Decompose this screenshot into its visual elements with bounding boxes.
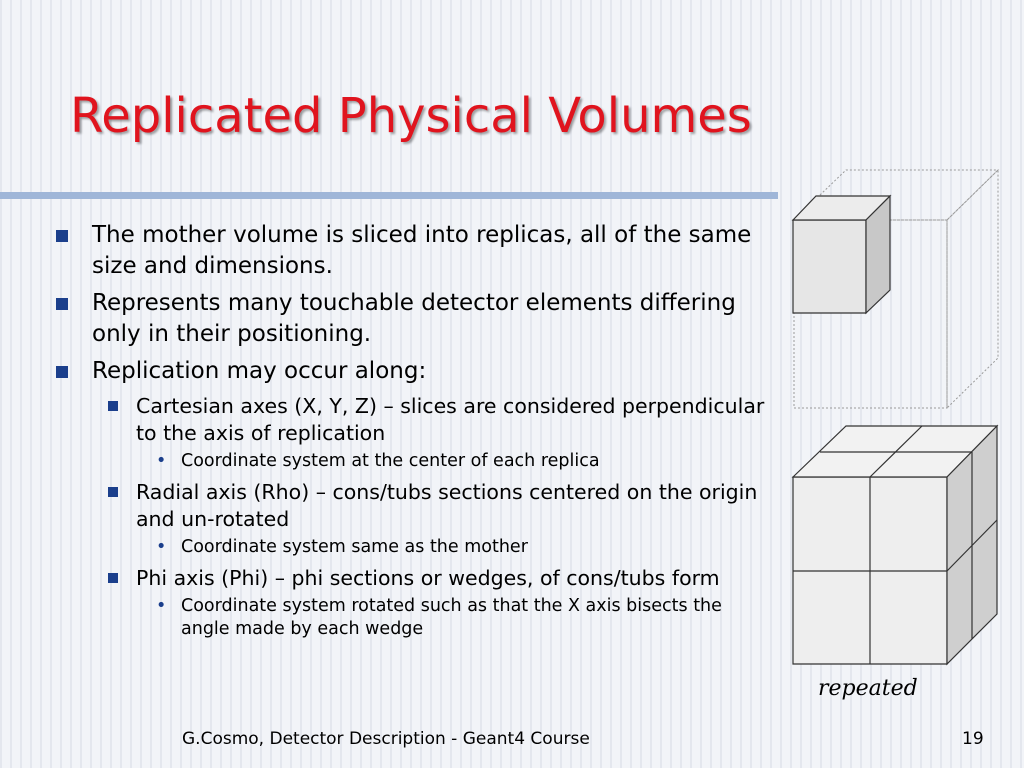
slide-title: Replicated Physical Volumes	[70, 88, 752, 144]
sub-bullet-text: Cartesian axes (X, Y, Z) – slices are considered perpendicular to the axis of replication	[136, 394, 765, 445]
square-bullet-icon	[56, 366, 68, 378]
sub-sub-bullet-text: Coordinate system at the center of each replica	[181, 451, 600, 471]
replica-cube	[793, 196, 890, 313]
bullet-list	[54, 220, 774, 647]
bullet-item	[54, 288, 774, 350]
bullet-text: Replication may occur along:	[92, 358, 427, 384]
dot-bullet-icon: •	[156, 596, 167, 616]
square-bullet-icon	[108, 401, 118, 411]
sub-bullet-item	[54, 479, 774, 533]
sub-bullet-item	[54, 565, 774, 592]
sub-sub-bullet-text: Coordinate system same as the mother	[181, 537, 528, 557]
dot-bullet-icon: •	[156, 537, 167, 557]
sub-sub-bullet-item	[54, 595, 774, 641]
sub-bullet-text: Radial axis (Rho) – cons/tubs sections centered on the origin and un-rotated	[136, 480, 758, 531]
sub-sub-bullet-item	[54, 450, 774, 473]
footer-text: G.Cosmo, Detector Description - Geant4 Course	[182, 729, 590, 749]
square-bullet-icon	[108, 573, 118, 583]
dot-bullet-icon: •	[156, 451, 167, 471]
bullet-text: The mother volume is sliced into replicas, all of the same size and dimensions.	[92, 222, 752, 279]
repeated-replicas-block	[793, 426, 997, 664]
title-divider	[0, 192, 778, 199]
square-bullet-icon	[108, 487, 118, 497]
replica-diagram	[782, 162, 1018, 672]
sub-sub-bullet-item	[54, 536, 774, 559]
page-number: 19	[962, 729, 984, 749]
bullet-item	[54, 220, 774, 282]
bullet-item	[54, 356, 774, 387]
sub-bullet-item	[54, 393, 774, 447]
square-bullet-icon	[56, 298, 68, 310]
square-bullet-icon	[56, 230, 68, 242]
sub-bullet-text: Phi axis (Phi) – phi sections or wedges, of cons/tubs form	[136, 566, 720, 590]
diagram-caption: repeated	[818, 676, 918, 701]
bullet-text: Represents many touchable detector elements differing only in their positioning.	[92, 290, 736, 347]
sub-sub-bullet-text: Coordinate system rotated such as that the X axis bisects the angle made by each wedge	[181, 596, 722, 639]
